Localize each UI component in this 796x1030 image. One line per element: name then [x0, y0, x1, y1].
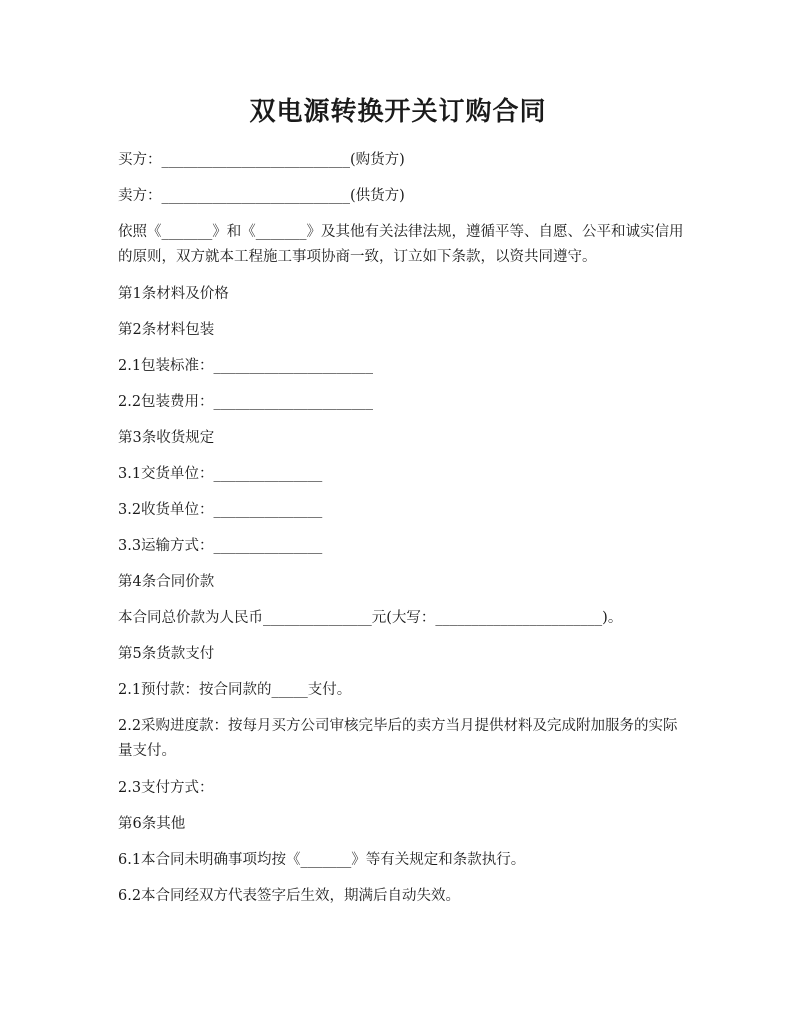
payment-method-line: 2.3支付方式： — [118, 780, 214, 796]
buyer-line: 买方：__________________________(购货方) — [118, 152, 405, 168]
packaging-cost-line: 2.2包装费用：______________________ — [118, 394, 374, 410]
article-5-heading: 第5条货款支付 — [118, 646, 215, 662]
article-6-heading: 第6条其他 — [118, 816, 186, 832]
transport-method-line: 3.3运输方式：_______________ — [118, 538, 323, 554]
progress-payment-paragraph: 2.2采购进度款：按每月买方公司审核完毕后的卖方当月提供材料及完成附加服务的实际量支付。 — [118, 718, 678, 759]
article-3-heading: 第3条收货规定 — [118, 430, 215, 446]
other-provisions-line: 6.1本合同未明确事项均按《_______》等有关规定和条款执行。 — [118, 852, 526, 868]
effectiveness-line: 6.2本合同经双方代表签字后生效，期满后自动失效。 — [118, 888, 461, 904]
total-price-line: 本合同总价款为人民币_______________元(大写：_______________________)。 — [118, 610, 623, 626]
article-1-heading: 第1条材料及价格 — [118, 286, 229, 302]
packaging-standard-line: 2.1包装标准：______________________ — [118, 358, 374, 374]
preamble-paragraph: 依照《_______》和《_______》及其他有关法律法规，遵循平等、自愿、公平和诚实信用的原则，双方就本工程施工事项协商一致，订立如下条款，以资共同遵守。 — [118, 224, 684, 265]
article-4-heading: 第4条合同价款 — [118, 574, 215, 590]
delivery-unit-line: 3.1交货单位：_______________ — [118, 466, 323, 482]
receiving-unit-line: 3.2收货单位：_______________ — [118, 502, 323, 518]
document-title: 双电源转换开关订购合同 — [249, 97, 547, 127]
article-2-heading: 第2条材料包装 — [118, 322, 215, 338]
advance-payment-line: 2.1预付款：按合同款的_____支付。 — [118, 682, 352, 698]
seller-line: 卖方：__________________________(供货方) — [118, 188, 405, 204]
